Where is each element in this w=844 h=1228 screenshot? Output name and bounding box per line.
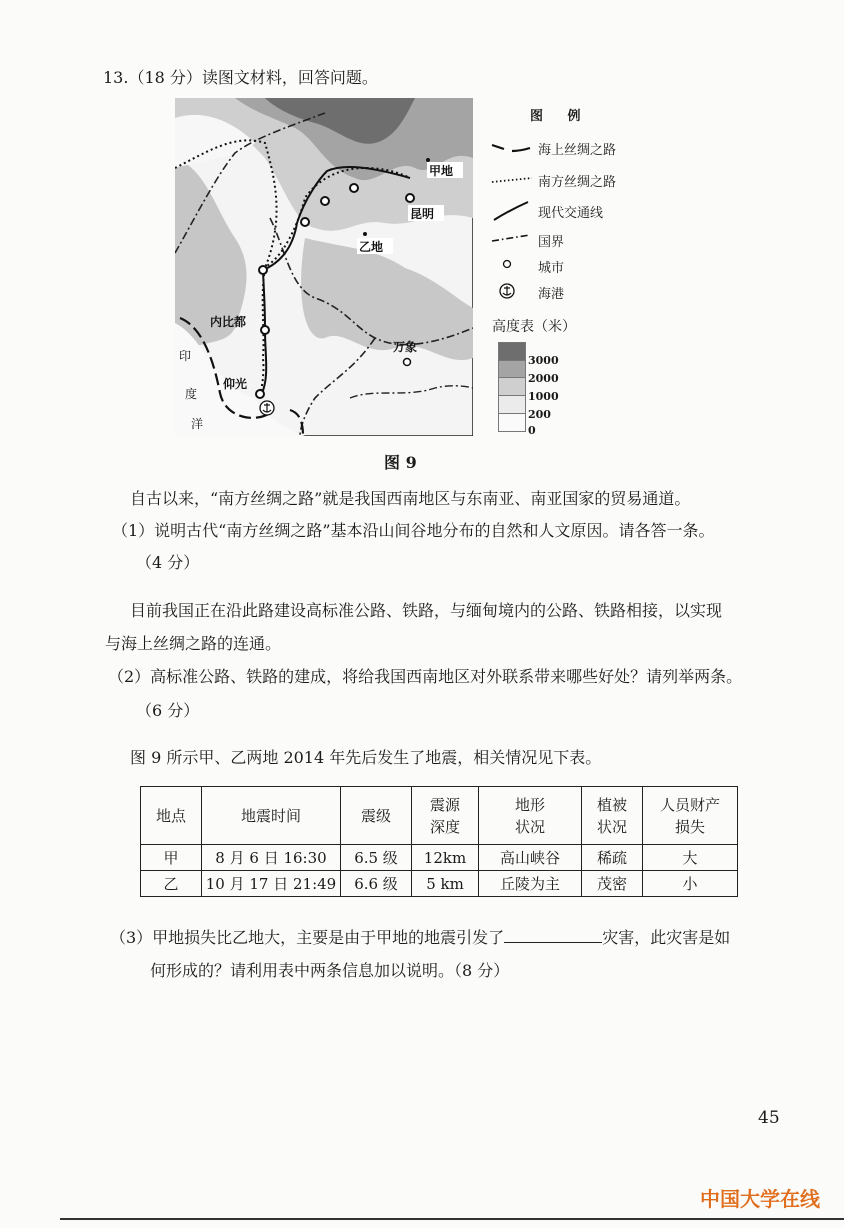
- cell-loss: 小: [643, 871, 738, 897]
- figure-caption: 图 9: [384, 453, 417, 472]
- elevation-tick: 3000: [528, 354, 559, 367]
- legend-label: 海港: [538, 287, 565, 302]
- city-neibidu: [261, 326, 269, 334]
- question-2: （2）高标准公路、铁路的建成，将给我国西南地区对外联系带来哪些好处？请列举两条。: [108, 667, 743, 686]
- label-neibidu: 内比都: [210, 315, 247, 329]
- figure-9-map: [175, 98, 473, 436]
- city-yangguang: [256, 390, 264, 398]
- header-cell: 地震时间: [202, 787, 341, 845]
- cell-time: 10 月 17 日 21:49: [202, 871, 341, 897]
- label-yangguang: 仰光: [223, 377, 248, 391]
- cell-depth: 12km: [412, 845, 479, 871]
- elevation-title: 高度表（米）: [492, 319, 576, 335]
- legend-item-modern: [490, 200, 660, 220]
- passage-intro: 自古以来，“南方丝绸之路”就是我国西南地区与东南亚、南亚国家的贸易通道。: [130, 489, 691, 508]
- city-wanxiang: [404, 359, 411, 366]
- question-3-text-a: （3）甲地损失比乙地大，主要是由于甲地的地震引发了: [110, 928, 505, 947]
- question-1-score: （4 分）: [136, 553, 200, 572]
- elevation-tick: 200: [528, 408, 551, 421]
- cell-vegetation: 茂密: [582, 871, 643, 897]
- header-cell: 植被 状况: [582, 787, 643, 845]
- label-ocean-2: 度: [185, 387, 198, 401]
- legend-item-city: [490, 255, 660, 275]
- table-header-row: [141, 787, 738, 845]
- dashed-line-icon: [490, 137, 534, 157]
- label-kunming: 昆明: [410, 207, 435, 221]
- circle-icon: [490, 255, 534, 275]
- cell-depth: 5 km: [412, 871, 479, 897]
- cell-location: 甲: [141, 845, 202, 871]
- cell-loss: 大: [643, 845, 738, 871]
- header-cell: 人员财产 损失: [643, 787, 738, 845]
- question-3-text-b: 灾害，此灾害是如: [602, 928, 731, 947]
- dotted-line-icon: [490, 169, 534, 189]
- answer-blank[interactable]: [504, 926, 602, 943]
- elevation-tick: 0: [528, 424, 536, 437]
- header-cell: 震源 深度: [412, 787, 479, 845]
- header-cell: 震级: [341, 787, 412, 845]
- city: [259, 266, 267, 274]
- legend-label: 国界: [538, 235, 565, 250]
- elevation-tick: 1000: [528, 390, 559, 403]
- passage-2-line-1: 目前我国正在沿此路建设高标准公路、铁路，与缅甸境内的公路、铁路相接，以实现: [130, 601, 723, 620]
- anchor-icon: [490, 281, 534, 301]
- elevation-swatch-200: [498, 395, 526, 415]
- label-jia: 甲地: [429, 164, 454, 178]
- label-yi: 乙地: [359, 240, 384, 254]
- page-number: 45: [758, 1108, 780, 1128]
- legend-item-maritime: [490, 137, 660, 157]
- legend-label: 南方丝绸之路: [538, 175, 617, 190]
- question-1: （1）说明古代“南方丝绸之路”基本沿山间谷地分布的自然和人文原因。请各答一条。: [112, 521, 715, 540]
- cell-terrain: 丘陵为主: [479, 871, 582, 897]
- elevation-swatch-3000: [498, 342, 526, 362]
- watermark: 中国大学在线: [700, 1187, 820, 1211]
- passage-3: 图 9 所示甲、乙两地 2014 年先后发生了地震，相关情况见下表。: [130, 748, 602, 767]
- city: [301, 218, 309, 226]
- earthquake-table: [140, 786, 738, 897]
- table-row: [141, 845, 738, 871]
- city: [350, 184, 358, 192]
- cell-magnitude: 6.5 级: [341, 845, 412, 871]
- point-jia: [426, 158, 430, 162]
- cell-time: 8 月 6 日 16:30: [202, 845, 341, 871]
- page-bottom-rule: [60, 1218, 844, 1220]
- question-2-score: （6 分）: [136, 701, 200, 720]
- point-yi: [363, 232, 367, 236]
- table-row: [141, 871, 738, 897]
- port-anchor-icon: [260, 401, 274, 415]
- label-wanxiang: 万象: [393, 340, 418, 354]
- solid-line-icon: [490, 200, 534, 222]
- passage-2-line-2: 与海上丝绸之路的连通。: [105, 634, 282, 653]
- dash-dot-line-icon: [490, 229, 534, 249]
- legend-label: 海上丝绸之路: [538, 143, 617, 158]
- cell-magnitude: 6.6 级: [341, 871, 412, 897]
- question-3-line-1: [110, 925, 730, 948]
- question-3-line-2: 何形成的？请利用表中两条信息加以说明。（8 分）: [150, 961, 510, 980]
- question-header: 13.（18 分）读图文材料，回答问题。: [103, 68, 378, 87]
- legend-label: 现代交通线: [538, 206, 604, 221]
- cell-terrain: 高山峡谷: [479, 845, 582, 871]
- label-ocean-1: 印: [179, 349, 192, 363]
- legend-item-southern: [490, 169, 660, 189]
- legend-title: 图 例: [530, 109, 591, 124]
- legend-label: 城市: [538, 261, 565, 276]
- cell-location: 乙: [141, 871, 202, 897]
- city-kunming: [406, 194, 414, 202]
- legend-item-border: [490, 229, 660, 249]
- cell-vegetation: 稀疏: [582, 845, 643, 871]
- header-cell: 地点: [141, 787, 202, 845]
- header-cell: 地形 状况: [479, 787, 582, 845]
- legend-item-port: [490, 281, 660, 301]
- elevation-swatch-1000: [498, 377, 526, 397]
- elevation-swatch-0: [498, 413, 526, 432]
- elevation-tick: 2000: [528, 372, 559, 385]
- city: [321, 197, 329, 205]
- label-ocean-3: 洋: [191, 417, 204, 431]
